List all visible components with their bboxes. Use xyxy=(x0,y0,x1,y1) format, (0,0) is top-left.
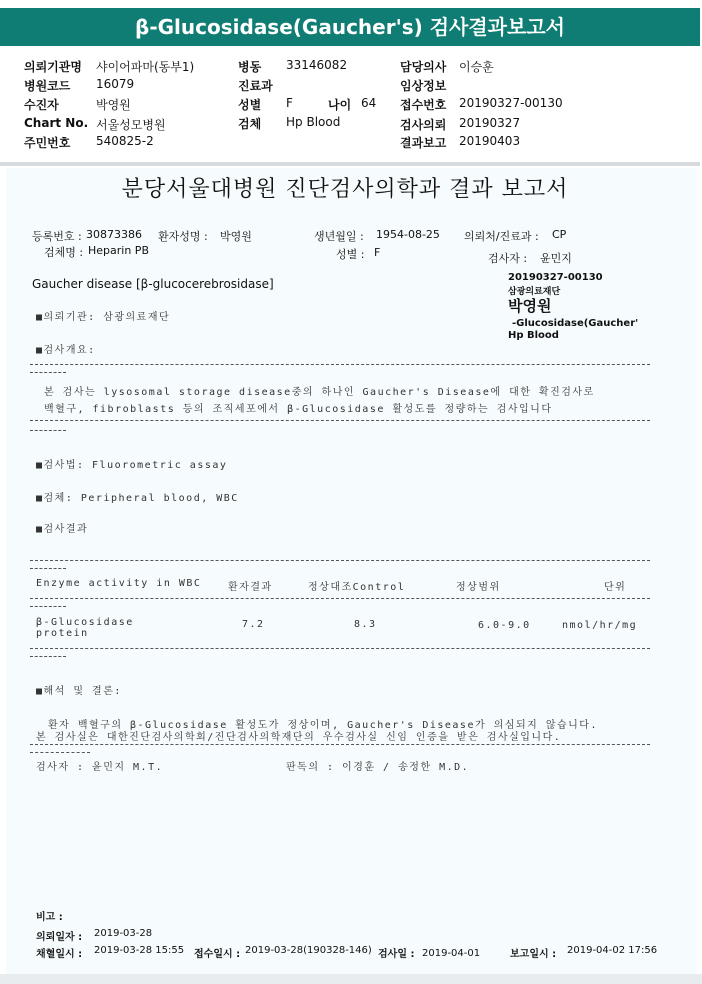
interp-line2: 본 검사실은 대한진단검사의학회/진단검사의학재단의 우수검사실 신임 인증을 받은 검사실입니다. xyxy=(36,732,562,743)
divider xyxy=(30,648,650,649)
name-label: 환자성명 : xyxy=(158,230,208,243)
report-date-value: 2019-04-02 17:56 xyxy=(567,945,658,956)
specimen-label: 검체 xyxy=(238,117,262,131)
report-date-label: 보고일시 : xyxy=(510,949,557,960)
interp-heading: ■해석 및 결론: xyxy=(36,686,122,697)
bottom-edge xyxy=(0,974,702,984)
lab-sex-label: 성별 : xyxy=(336,248,365,261)
interp-line1: 환자 백혈구의 β-Glucosidase 활성도가 정상이며, Gaucher's Disease가 의심되지 않습니다. xyxy=(48,720,598,731)
inst-line: ■의뢰기관: 삼광의료재단 xyxy=(36,312,171,323)
test-date-value: 2019-04-01 xyxy=(422,948,481,959)
divider xyxy=(30,568,66,569)
divider xyxy=(30,752,90,753)
age-label: 나이 xyxy=(328,98,352,112)
divider xyxy=(30,364,650,365)
collect-label: 채혈일시 : xyxy=(36,949,83,960)
patient-value: 박영원 xyxy=(96,98,131,112)
doctor-label: 담당의사 xyxy=(400,60,447,74)
ward-value: 33146082 xyxy=(286,58,348,72)
birth-label: 생년월일 : xyxy=(314,230,364,243)
sex-value: F xyxy=(286,96,293,110)
req-date-label: 의뢰일자 : xyxy=(36,932,83,943)
specimen-line: ■검체: Peripheral blood, WBC xyxy=(36,493,239,504)
divider xyxy=(30,372,66,373)
reader-line: 판독의 : 이경훈 / 송정한 M.D. xyxy=(286,762,470,773)
divider xyxy=(30,656,66,657)
chart-label: Chart No. xyxy=(24,116,89,130)
normal-range: 6.0-9.0 xyxy=(478,620,531,631)
unit-value: nmol/hr/mg xyxy=(562,620,638,631)
stamp-line1: 20190327-00130 xyxy=(508,272,603,283)
col-unit: 단위 xyxy=(604,582,627,593)
clinical-label: 임상정보 xyxy=(400,79,447,93)
id-label: 주민번호 xyxy=(24,136,71,150)
control-result: 8.3 xyxy=(354,619,377,630)
birth-value: 1954-08-25 xyxy=(376,228,440,241)
id-value: 540825-2 xyxy=(96,134,154,148)
ref-value: CP xyxy=(552,228,567,241)
row-name-2: protein xyxy=(36,628,89,639)
divider xyxy=(30,744,650,745)
lab-sex-value: F xyxy=(374,246,381,259)
col-control: 정상대조Control xyxy=(308,582,406,593)
chart-value: 서울성모병원 xyxy=(96,118,166,132)
ward-label: 병동 xyxy=(238,60,262,74)
note-label: 비고 : xyxy=(36,912,63,923)
result-heading: ■검사결과 xyxy=(36,524,89,535)
stamp-line2: 삼광의료재단 xyxy=(508,287,561,297)
dept-label: 진료과 xyxy=(238,79,273,93)
tester-line: 검사자 : 윤민지 M.T. xyxy=(36,762,164,773)
col-patient: 환자결과 xyxy=(228,582,273,593)
doctor-value: 이승훈 xyxy=(459,60,494,74)
test-name: Gaucher disease [β-glucocerebrosidase] xyxy=(32,277,274,291)
receipt-label: 접수번호 xyxy=(400,98,447,112)
col-enzyme: Enzyme activity in WBC xyxy=(36,578,202,589)
specimen-value: Hp Blood xyxy=(286,115,341,129)
report-label: 결과보고 xyxy=(400,136,447,150)
name-value: 박영원 xyxy=(220,230,252,243)
col-range: 정상범위 xyxy=(456,582,501,593)
divider xyxy=(30,560,650,561)
request-date: 20190327 xyxy=(459,116,521,130)
receive-label: 접수일시 : xyxy=(194,949,241,960)
patient-label: 수진자 xyxy=(24,98,59,112)
receipt-value: 20190327-00130 xyxy=(459,96,563,110)
tester-value: 윤민지 xyxy=(540,252,572,265)
age-value: 64 xyxy=(361,96,377,110)
method-line: ■검사법: Fluorometric assay xyxy=(36,460,228,471)
hospital-code-value: 16079 xyxy=(96,77,135,91)
spec-label: 검체명 : xyxy=(44,246,84,259)
stamp-line3: 박영원 xyxy=(508,297,552,315)
report-date: 20190403 xyxy=(459,134,521,148)
patient-result: 7.2 xyxy=(242,619,265,630)
ref-label: 의뢰처/진료과 : xyxy=(464,230,539,243)
sex-label: 성별 xyxy=(238,98,262,112)
row-name-1: β-Glucosidase xyxy=(36,617,134,628)
reg-label: 등록번호 : xyxy=(32,230,82,243)
divider xyxy=(30,598,650,599)
report-title-bar xyxy=(0,8,700,46)
lab-report-title: 분당서울대병원 진단검사의학과 결과 보고서 xyxy=(121,177,569,202)
req-date-value: 2019-03-28 xyxy=(94,928,153,939)
header-separator xyxy=(0,162,700,166)
institution-label: 의뢰기관명 xyxy=(24,60,82,74)
stamp-line5: Hp Blood xyxy=(508,330,559,341)
reg-value: 30873386 xyxy=(86,228,142,241)
tester-label: 검사자 : xyxy=(488,252,528,265)
hospital-code-label: 병원코드 xyxy=(24,79,71,93)
header-info xyxy=(0,46,700,162)
spec-value: Heparin PB xyxy=(88,244,149,257)
divider xyxy=(30,606,66,607)
receive-value: 2019-03-28(190328-146) xyxy=(245,945,372,956)
collect-value: 2019-03-28 15:55 xyxy=(94,945,185,956)
institution-value: 샤이어파마(동부1) xyxy=(96,60,195,74)
overview-line1: 본 검사는 lysosomal storage disease중의 하나인 Gaucher's Disease에 대한 확진검사로 xyxy=(44,387,595,398)
stamp-line4: -Glucosidase(Gaucher' xyxy=(512,318,639,329)
test-date-label: 검사일 : xyxy=(378,949,415,960)
divider xyxy=(30,420,650,421)
divider xyxy=(30,430,66,431)
report-title: β-Glucosidase(Gaucher's) 검사결과보고서 xyxy=(135,15,565,39)
overview-heading: ■검사개요: xyxy=(36,345,96,356)
overview-line2: 백혈구, fibroblasts 등의 조직세포에서 β-Glucosidase 활성도를 정량하는 검사입니다 xyxy=(44,404,553,415)
request-label: 검사의뢰 xyxy=(400,118,447,132)
